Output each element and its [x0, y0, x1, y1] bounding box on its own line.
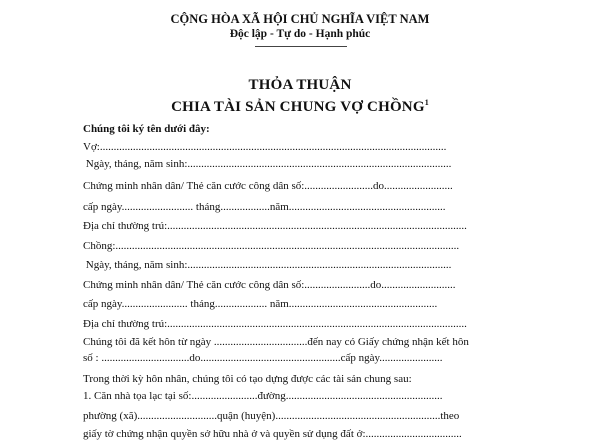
marriage-line-2: số : ................................do...................................................cấp ngày.......................: [83, 352, 443, 364]
assets-intro: Trong thời kỳ hôn nhân, chúng tôi có tạo dựng được các tài sản chung sau:: [83, 373, 412, 385]
field-husband-address: Địa chỉ thường trú:.............................................................................................................: [83, 318, 467, 330]
field-husband-dob: Ngày, tháng, năm sinh:................................................................................................: [83, 259, 452, 271]
field-husband: Chồng:.............................................................................................................................: [83, 240, 460, 252]
header-divider: [255, 46, 347, 47]
asset-1-address: 1. Căn nhà tọa lạc tại số:........................đường.........................................................: [83, 390, 443, 402]
title-text: CHIA TÀI SẢN CHUNG VỢ CHỒNG: [171, 99, 425, 115]
document-title-line1: THỎA THUẬN: [248, 77, 352, 93]
field-wife: Vợ:..............................................................................................................................: [83, 141, 447, 153]
document-title-line2: [0, 98, 600, 116]
intro-line: Chúng tôi ký tên dưới đây:: [83, 123, 210, 135]
field-husband-id-issue: cấp ngày........................ tháng................... năm......................................................: [83, 298, 438, 310]
field-wife-id-issue: cấp ngày.......................... tháng..................năm.........................................................: [83, 201, 446, 213]
national-header: CỘNG HÒA XÃ HỘI CHỦ NGHĨA VIỆT NAM: [170, 12, 430, 26]
asset-1-certificate: giấy tờ chứng nhận quyền sở hữu nhà ở và quyền sử dụng đất ở:...................................: [83, 428, 462, 440]
field-wife-id: Chứng minh nhân dân/ Thẻ căn cước công dân số:.........................do.........................: [83, 180, 453, 192]
national-motto: Độc lập - Tự do - Hạnh phúc: [229, 28, 371, 40]
field-husband-id: Chứng minh nhân dân/ Thẻ căn cước công dân số:........................do...........................: [83, 279, 456, 291]
marriage-line-1: Chúng tôi đã kết hôn từ ngày ..................................đến nay có Giấy chứng nhận kết hôn: [83, 336, 469, 348]
asset-1-ward: phường (xã).............................quận (huyện)............................................................theo: [83, 410, 460, 422]
field-wife-address: Địa chỉ thường trú:.............................................................................................................: [83, 220, 467, 232]
footnote-marker: 1: [424, 98, 429, 107]
field-wife-dob: Ngày, tháng, năm sinh:................................................................................................: [83, 158, 452, 170]
